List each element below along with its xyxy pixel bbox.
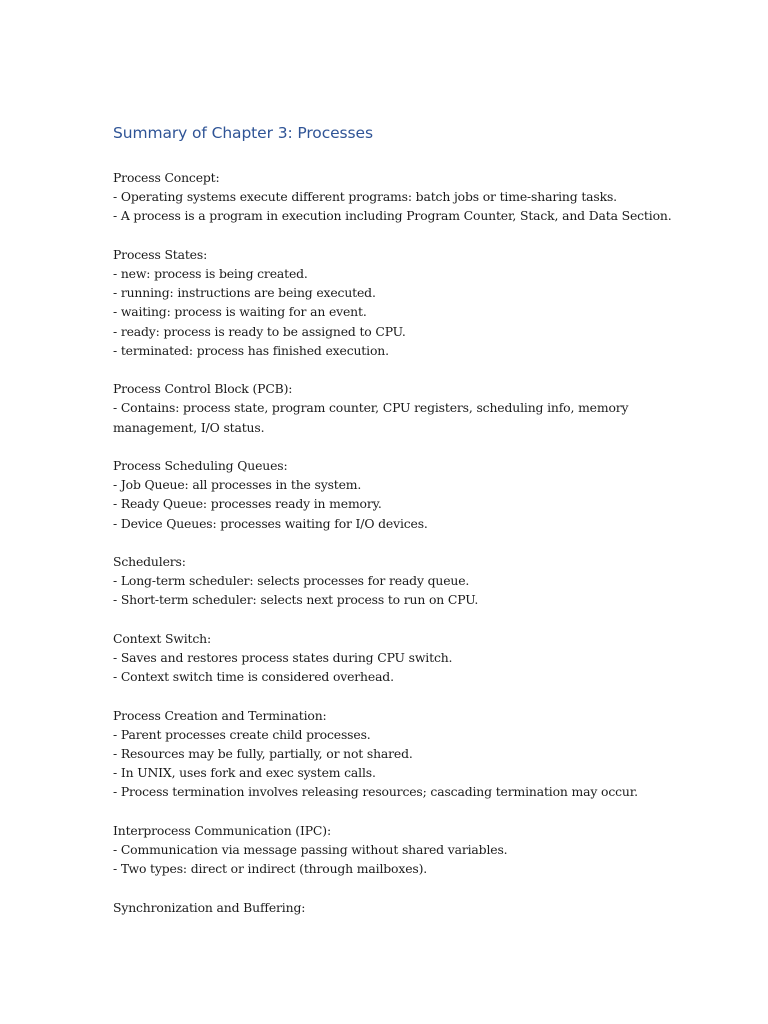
section-heading: Interprocess Communication (IPC): xyxy=(113,822,331,838)
list-item: - Resources may be fully, partially, or not shared. xyxy=(113,746,413,761)
section-heading: Process Control Block (PCB): xyxy=(113,381,293,397)
list-item: - Operating systems execute different programs: batch jobs or time-sharing tasks. xyxy=(113,189,617,205)
list-item: - A process is a program in execution including Program Counter, Stack, and Data Section. xyxy=(113,208,672,224)
section-scheduling-queues xyxy=(113,456,673,533)
section-heading: Synchronization and Buffering: xyxy=(113,899,306,915)
list-item: - Short-term scheduler: selects next process to run on CPU. xyxy=(113,592,479,608)
section-heading: Process Scheduling Queues: xyxy=(113,458,288,473)
list-item: - In UNIX, uses fork and exec system calls. xyxy=(113,765,376,781)
list-item: - Context switch time is considered overhead. xyxy=(113,669,394,685)
section-process-states xyxy=(113,245,673,360)
section-heading: Context Switch: xyxy=(113,630,212,646)
section-heading: Process Creation and Termination: xyxy=(113,707,327,723)
list-item: - Ready Queue: processes ready in memory. xyxy=(113,496,382,512)
list-item: - Process termination involves releasing resources; cascading termination may occur. xyxy=(113,784,638,800)
section-process-concept xyxy=(113,168,673,226)
section-ipc xyxy=(113,821,673,879)
section-heading: Process Concept: xyxy=(113,170,220,185)
list-item: - terminated: process has finished execution. xyxy=(113,342,389,358)
list-item: - running: instructions are being executed. xyxy=(113,285,376,301)
list-item: - Long-term scheduler: selects processes for ready queue. xyxy=(113,573,470,589)
section-context-switch xyxy=(113,629,673,687)
list-item: - Communication via message passing without shared variables. xyxy=(113,842,508,857)
section-heading: Schedulers: xyxy=(113,554,186,569)
list-item: - ready: process is ready to be assigned to CPU. xyxy=(113,323,406,339)
list-item: - Device Queues: processes waiting for I/O devices. xyxy=(113,515,428,531)
list-item: - Two types: direct or indirect (through mailboxes). xyxy=(113,861,428,877)
section-pcb xyxy=(113,379,673,437)
section-synchronization-buffering xyxy=(113,898,673,917)
list-item: - Job Queue: all processes in the system. xyxy=(113,477,362,493)
list-item: - Parent processes create child processes. xyxy=(113,726,371,742)
document-body xyxy=(113,168,673,936)
section-schedulers xyxy=(113,552,673,610)
section-process-creation-termination xyxy=(113,706,673,802)
document-title: Summary of Chapter 3: Processes xyxy=(113,124,373,142)
list-item: - Contains: process state, program counter, CPU registers, scheduling info, memory management, I/O status. xyxy=(113,400,629,435)
list-item: - waiting: process is waiting for an event. xyxy=(113,304,367,320)
list-item: - Saves and restores process states during CPU switch. xyxy=(113,650,453,665)
section-heading: Process States: xyxy=(113,246,208,262)
list-item: - new: process is being created. xyxy=(113,266,308,281)
